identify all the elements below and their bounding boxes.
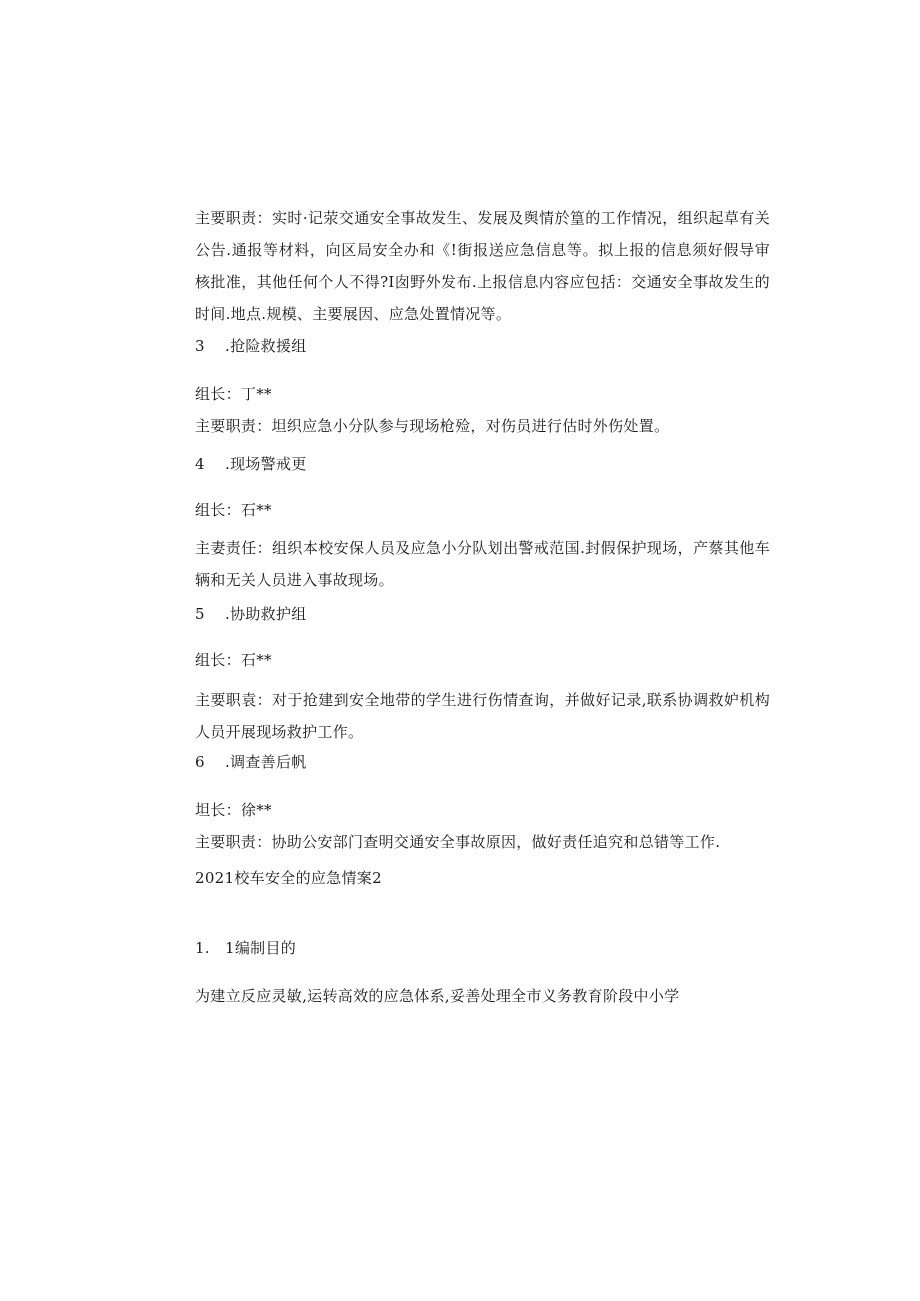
guard-group-title: .现场警戒更 [225, 455, 307, 473]
purpose-number: 1. [195, 939, 210, 957]
aftermath-group-duties: 主要职责：协助公安部门查明交通安全事故原因，做好责任追究和总错等工作. [195, 833, 721, 851]
guard-group-duties: 主妻责任：组织本校安保人员及应急小分队划出警戒范国.封假保护现场，产蔡其他车辆和无关人员进入事故现场。 [195, 539, 770, 589]
guard-group-leader: 组长：石** [195, 501, 272, 519]
guard-group-number: 4 [195, 455, 205, 473]
assist-group-number: 5 [195, 605, 205, 623]
aftermath-group-leader: 坦长：徐** [195, 801, 272, 819]
rescue-group-heading [195, 336, 307, 356]
info-duties-paragraph: 主要职责：实时·记荥交通安全事故发生、发展及舆情於篁的工作情况，组织起草有关公告.通报等材料，向区局安全办和《!街报送应急信息等。拟上报的信息须好假导审核批准，其他任何个人不得?I囱野外发布.上报信息内容应包括：交通安全事故发生的时间.地点.规模、主要展因、应急处置情况等。 [195, 209, 770, 323]
purpose-title: 1编制目的 [225, 939, 297, 957]
assist-group-heading [195, 604, 307, 624]
guard-group-heading [195, 454, 307, 474]
aftermath-group-number: 6 [195, 753, 205, 771]
assist-group-leader: 组长：石** [195, 651, 272, 669]
purpose-heading [195, 938, 296, 958]
assist-group-duties: 主要职袁：对于抢建到安全地带的学生进行伤情查询，并做好记录,联系协调救妒机构人员开展现场救护工作。 [195, 691, 770, 741]
rescue-group-duties: 主要职责：坦织应急小分队参与现场枪殓，对伤员进行估时外伤处置。 [195, 417, 670, 435]
purpose-text: 为建立反应灵敏,运转高效的应急体系,妥善处理全市义务教育阶段中小学 [195, 987, 680, 1005]
document-2-title: 2021校车安全的应急情案2 [195, 869, 382, 887]
rescue-group-number: 3 [195, 337, 205, 355]
rescue-group-leader: 组长：丁** [195, 385, 272, 403]
aftermath-group-heading [195, 752, 307, 772]
rescue-group-title: .抢险救援组 [225, 337, 307, 355]
aftermath-group-title: .调查善后帆 [225, 753, 307, 771]
assist-group-title: .协助救护组 [225, 605, 307, 623]
